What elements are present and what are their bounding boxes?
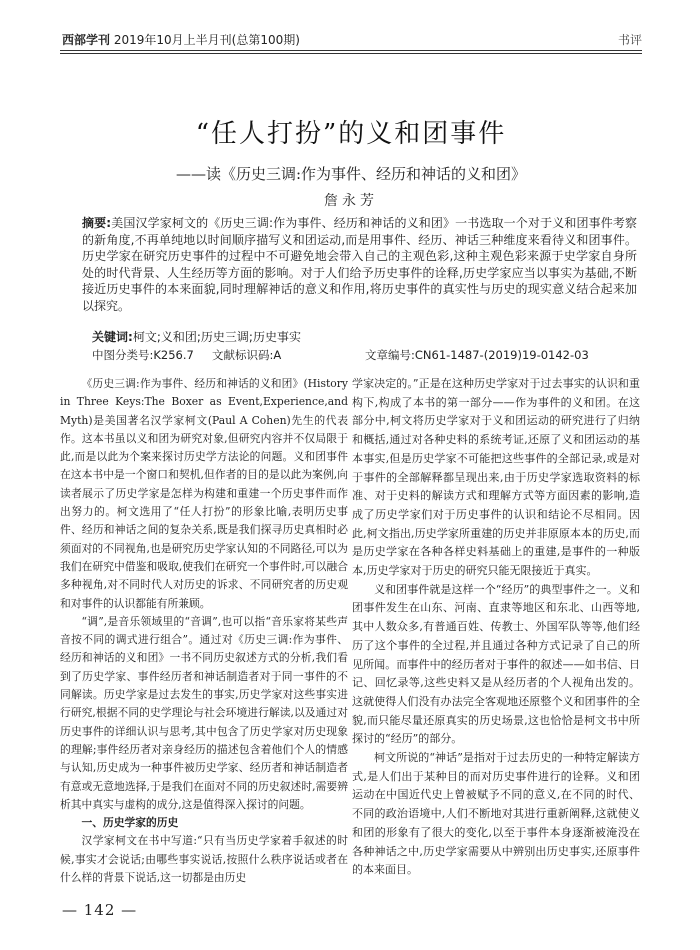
article-title: “任人打扮”的义和团事件 [195, 119, 507, 149]
left-column [60, 375, 348, 887]
clc-number [92, 347, 194, 363]
paragraph: 义和团事件就是这样一个“经历”的典型事件之一。义和团事件发生在山东、河南、直隶等地区和东北、山西等地,其中人数众多,有普通百姓、传教士、外国军队等等,他们经历了这个事件的全过程,并且通过各种方式记录了自己的所见所闻。而事件中的经历者对于事件的叙述——如书信、日记、回忆录等,这些史料又是从经历者的个人视角出发的。这就使得人们没有办法完全客观地还原整个义和团事件的全貌,而只能尽量还原真实的历史场景,这也恰恰是柯文书中所探讨的“经历”的部分。 [352, 582, 640, 746]
right-column [352, 375, 640, 880]
paragraph: 汉学家柯文在书中写道:“只有当历史学家着手叙述的时候,事实才会说话;由哪些事实说话,按照什么秩序说话或者在什么样的背景下说话,这一切都是由历史 [60, 834, 348, 885]
doc-code [212, 347, 281, 363]
id-value: CN61-1487-(2019)19-0142-03 [414, 348, 589, 362]
journal-info [62, 31, 300, 48]
section-label: 书评 [617, 33, 642, 47]
header-rule-thin [60, 53, 642, 54]
clc-label: 中图分类号: [92, 348, 154, 362]
journal-name: 西部学刊 [62, 33, 111, 47]
abstract-label: 摘要: [82, 216, 112, 230]
article-author: 詹永芳 [324, 193, 378, 209]
abstract-text: 美国汉学家柯文的《历史三调:作为事件、经历和神话的义和团》一书选取一个对于义和团事件考察的新角度,不再单纯地以时间顺序描写义和团运动,而是用事件、经历、神话三种维度来看待义和团事件。历史学家在研究历史事件的过程中不可避免地会带入自己的主观色彩,这种主观色彩来源于史学家自身所处的时代背景、人生经历等方面的影响。对于人们给予历史事件的诠释,历史学家应当以事实为基础,不断接近历史事件的本来面貌,同时理解神话的意义和作用,将历史事件的真实性与历史的现实意义结合起来加以探究。 [82, 216, 637, 313]
section-heading: 一、历史学家的历史 [81, 816, 179, 830]
keywords [92, 328, 301, 345]
doc-value: A [273, 348, 282, 362]
doc-label: 文献标识码: [212, 348, 274, 362]
header-rule [60, 50, 642, 51]
article-subtitle: ——读《历史三调:作为事件、经历和神话的义和团》 [175, 165, 527, 183]
clc-value: K256.7 [153, 348, 194, 362]
paragraph: 柯文所说的“神话”是指对于过去历史的一种特定解读方式,是人们出于某种目的而对历史事件进行的诠释。义和团运动在中国近代史上曾被赋予不同的意义,在不同的时代、不同的政治语境中,人们不断地对其进行重新阐释,这就使义和团的形象有了很大的变化,以至于事件本身逐渐被淹没在各种神话之中,历史学家需要从中辨别出历史事实,还原事件的本来面目。 [352, 751, 640, 877]
abstract [82, 215, 637, 314]
running-header [62, 28, 642, 48]
id-label: 文章编号: [365, 348, 415, 362]
page-number: — 142 — [62, 901, 138, 919]
issue-info: 2019年10月上半月刊(总第100期) [113, 33, 300, 47]
article-id [365, 347, 589, 363]
paragraph: 学家决定的。”正是在这种历史学家对于过去事实的认识和重构下,构成了本书的第一部分——作为事件的义和团。在这部分中,柯文将历史学家对于义和团运动的研究进行了归纳和概括,通过对各种史料的系统考证,还原了义和团运动的基本事实,但是历史学家不可能把这些事件的全部记录,或是对于事件的全部解释都呈现出来,由于历史学家选取资料的标准、对于史料的解读方式和理解方式等方面因素的影响,造成了历史学家们对于历史事件的认识和结论不尽相同。因此,柯文指出,历史学家所重建的历史并非原原本本的历史,而是历史学家在各种各样史料基础上的重建,是事件的一种版本,历史学家对于历史的研究只能无限接近于真实。 [352, 377, 640, 578]
paragraph: “调”,是音乐领域里的“音调”,也可以指“音乐家将某些声音按不同的调式进行组合”。通过对《历史三调:作为事件、经历和神话的义和团》一书不同历史叙述方式的分析,我们看到了历史学家、事件经历者和神话制造者对于同一事件的不同解读。历史学家是过去发生的事实,历史学家对这些事实进行研究,根据不同的史学理论与社会环境进行解读,以及通过对历史事件的详细认识与思考,其中包含了历史学家对历史现象的理解;事件经历者对亲身经历的描述包含着他们个人的情感与认知,历史成为一种事件被历史学家、经历者和神话制造者有意或无意地选择,于是我们在面对不同的历史叙述时,需要辨析其中真实与虚构的成分,这是值得深入探讨的问题。 [60, 614, 348, 811]
paragraph: 《历史三调:作为事件、经历和神话的义和团》(History in Three Keys:The Boxer as Event,Experience,and Myth)是美国著名汉学家柯文(Paul A Cohen)先生的代表作。这本书虽以义和团为研究对象,但研究内容并不仅局限于此,而是以此为个案来探讨历史学方法论的问题。义和团事件在这本书中是一个窗口和契机,但作者的目的是以此为案例,向读者展示了历史学家是怎样为构建和重建一个历史事件而作出努力的。柯文选用了“任人打扮”的形象比喻,表明历史事件、经历和神话之间的复杂关系,既是我们探寻历史真相时必须面对的不同视角,也是研究历史学家认知的不同路径,可以为我们在研究中借鉴和吸取,使我们在研究一个事件时,可以融合多种视角,对不同时代人对历史的诉求、不同研究者的历史观和对事件的认识都能有所兼顾。 [60, 377, 348, 610]
keywords-label: 关键词: [92, 330, 133, 344]
keywords-text: 柯文;义和团;历史三调;历史事实 [132, 330, 301, 344]
